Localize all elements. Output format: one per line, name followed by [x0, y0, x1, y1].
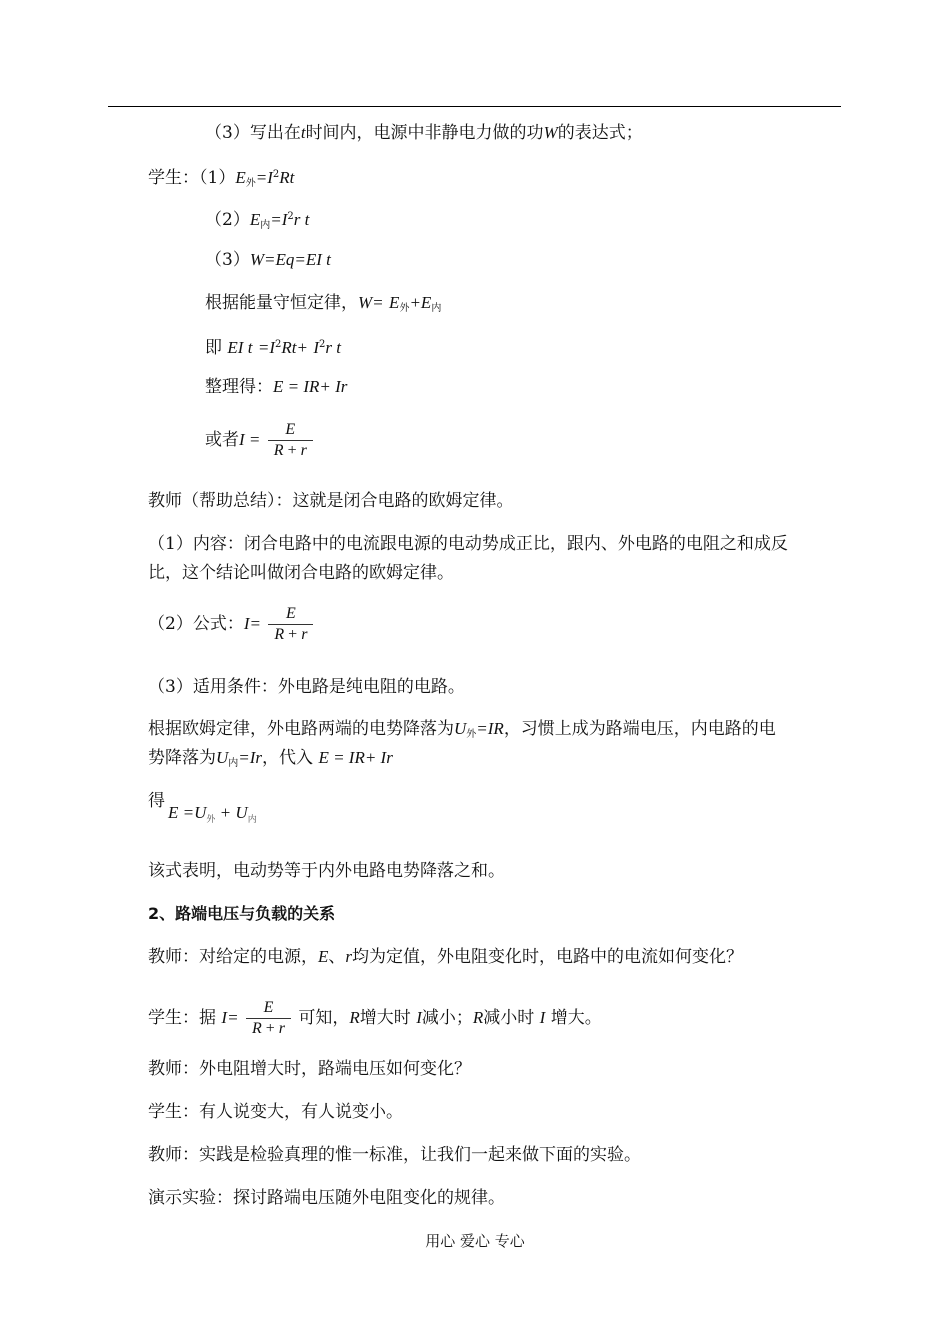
equation-ji: 即 EI $t =I^2Rt+ I^2r$ t [205, 338, 342, 358]
fraction: $\frac{E}{R + r}$ [268, 604, 313, 645]
equation-or: 或者I = $\frac{E}{R + r}$ [205, 420, 315, 461]
content-line-1: （1）内容：闭合电路中的电流跟电源的电动势成正比，跟内、外电路的电阻之和成反 [148, 534, 788, 554]
question-3: （3）写出在t时间内，电源中非静电力做的功W的表达式； [205, 123, 643, 143]
header-rule [108, 106, 841, 107]
page-footer: 用心 爱心 专心 [425, 1232, 525, 1250]
student-answer-1: 学生：$(1)E_外=I^2Rt$ [148, 168, 295, 189]
energy-conservation: 根据能量守恒定律，$W= E_外+E_内$ [205, 293, 442, 314]
teacher-question-1: 教师：对给定的电源，E、r均为定值，外电阻变化时，电路中的电流如何变化？ [148, 947, 744, 967]
teacher-question-2: 教师：外电阻增大时，路端电压如何变化？ [148, 1059, 471, 1079]
equation-rearranged: 整理得：E = IR+ Ir [205, 377, 348, 397]
demo-experiment: 演示实验：探讨路端电压随外电阻变化的规律。 [148, 1188, 505, 1208]
student-answer-3: （3）W=Eq=EI t [205, 250, 331, 270]
student-answer-voltage: 学生：有人说变大，有人说变小。 [148, 1102, 403, 1122]
ohm-line-2: 势降落为$U_内=Ir$，代入 E = IR+ Ir [148, 748, 393, 769]
formula: （2）公式：I= $\frac{E}{R + r}$ [148, 604, 315, 645]
meaning: 该式表明，电动势等于内外电路电势降落之和。 [148, 861, 505, 881]
de-label: 得 [148, 791, 165, 811]
ohm-line-1: 根据欧姆定律，外电路两端的电势降落为$U_外=IR$，习惯上成为路端电压，内电路的电 [148, 719, 776, 740]
content-line-2: 比，这个结论叫做闭合电路的欧姆定律。 [148, 563, 454, 583]
condition: （3）适用条件：外电路是纯电阻的电路。 [148, 677, 465, 697]
de-equation: $E =U_外 + U_内$ [168, 803, 257, 825]
section-heading: 2、路端电压与负载的关系 [148, 904, 336, 923]
fraction: $\frac{E}{R + r}$ [246, 998, 291, 1039]
teacher-summary: 教师（帮助总结）：这就是闭合电路的欧姆定律。 [148, 491, 514, 511]
fraction: $\frac{E}{R + r}$ [268, 420, 313, 461]
teacher-statement: 教师：实践是检验真理的惟一标准，让我们一起来做下面的实验。 [148, 1145, 641, 1165]
student-answer-2: $(2)E_内=I^2r$ t [205, 210, 310, 231]
student-answer-current: 学生：据 I= $\frac{E}{R + r}$ 可知，R增大时 I减小；R减小时 I 增大。 [148, 999, 602, 1037]
